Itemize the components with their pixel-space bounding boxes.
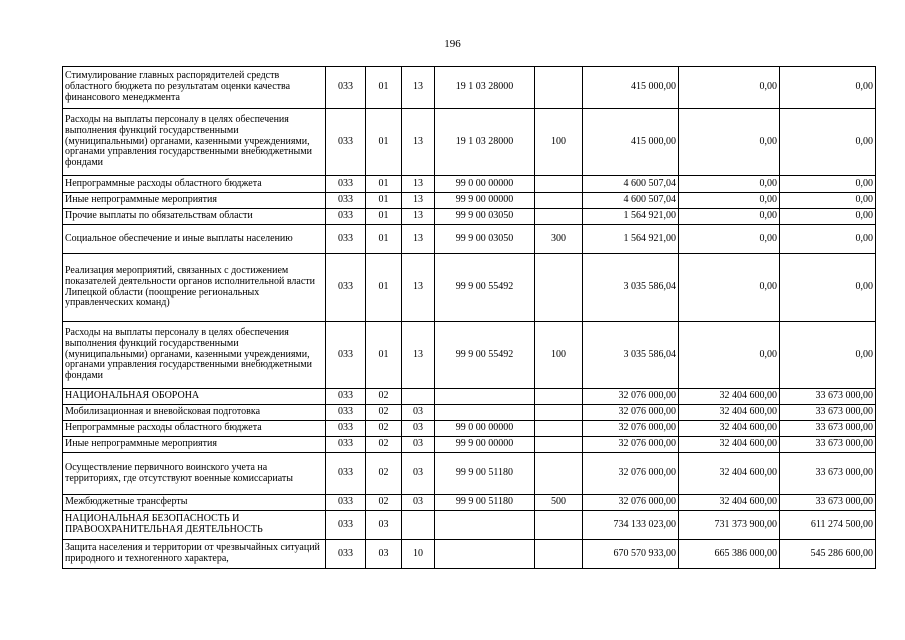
cell-csr [435,405,535,421]
cell-csr: 99 9 00 51180 [435,495,535,511]
cell-sum3: 33 673 000,00 [780,453,876,495]
cell-sum3: 611 274 500,00 [780,511,876,540]
cell-ved: 033 [326,495,366,511]
cell-sum2: 665 386 000,00 [679,540,780,569]
cell-name: Непрограммные расходы областного бюджета [63,176,326,193]
cell-rz: 03 [366,540,402,569]
cell-sum1: 32 076 000,00 [583,421,679,437]
cell-vr [535,421,583,437]
cell-sum3: 0,00 [780,193,876,209]
cell-sum2: 0,00 [679,193,780,209]
cell-pr: 03 [402,437,435,453]
cell-pr [402,511,435,540]
cell-pr [402,389,435,405]
cell-name: Защита населения и территории от чрезвычайных ситуаций природного и техногенного характера, [63,540,326,569]
cell-sum3: 0,00 [780,67,876,109]
cell-vr [535,176,583,193]
cell-name: Стимулирование главных распорядителей средств областного бюджета по результатам оценки качества финансового менеджмента [63,67,326,109]
cell-csr: 99 0 00 00000 [435,421,535,437]
cell-ved: 033 [326,540,366,569]
cell-pr: 13 [402,209,435,225]
cell-vr: 300 [535,225,583,254]
cell-name: Межбюджетные трансферты [63,495,326,511]
cell-sum2: 32 404 600,00 [679,405,780,421]
cell-sum3: 0,00 [780,254,876,322]
cell-vr: 100 [535,322,583,389]
cell-pr: 13 [402,193,435,209]
cell-csr: 99 9 00 51180 [435,453,535,495]
cell-pr: 13 [402,109,435,176]
cell-sum2: 0,00 [679,322,780,389]
cell-rz: 01 [366,193,402,209]
table-row [63,540,876,569]
cell-rz: 01 [366,109,402,176]
cell-sum1: 4 600 507,04 [583,176,679,193]
table-row [63,421,876,437]
cell-rz: 01 [366,67,402,109]
cell-name: Осуществление первичного воинского учета на территориях, где отсутствуют военные комиссариаты [63,453,326,495]
cell-rz: 01 [366,225,402,254]
cell-vr: 100 [535,109,583,176]
cell-sum2: 0,00 [679,225,780,254]
cell-sum3: 0,00 [780,176,876,193]
cell-name: Расходы на выплаты персоналу в целях обеспечения выполнения функций государственными (муниципальными) органами, казенными учреждениями, органами управления государственными внебюджетными фондами [63,109,326,176]
page-number: 196 [444,38,461,50]
table-row [63,209,876,225]
cell-ved: 033 [326,421,366,437]
cell-sum3: 33 673 000,00 [780,437,876,453]
cell-sum1: 32 076 000,00 [583,495,679,511]
cell-sum2: 0,00 [679,67,780,109]
cell-name: Прочие выплаты по обязательствам области [63,209,326,225]
cell-name: Иные непрограммные мероприятия [63,437,326,453]
cell-name: Непрограммные расходы областного бюджета [63,421,326,437]
budget-table [62,66,876,569]
table-row [63,109,876,176]
cell-ved: 033 [326,209,366,225]
table-row [63,254,876,322]
cell-name: НАЦИОНАЛЬНАЯ БЕЗОПАСНОСТЬ И ПРАВООХРАНИТЕЛЬНАЯ ДЕЯТЕЛЬНОСТЬ [63,511,326,540]
cell-pr: 03 [402,453,435,495]
table-row [63,389,876,405]
cell-sum2: 0,00 [679,176,780,193]
cell-csr [435,540,535,569]
cell-rz: 01 [366,254,402,322]
cell-rz: 02 [366,453,402,495]
cell-csr: 99 0 00 00000 [435,176,535,193]
cell-sum1: 32 076 000,00 [583,453,679,495]
cell-sum2: 0,00 [679,254,780,322]
cell-sum1: 1 564 921,00 [583,209,679,225]
cell-ved: 033 [326,254,366,322]
cell-sum1: 1 564 921,00 [583,225,679,254]
cell-rz: 01 [366,322,402,389]
cell-csr [435,389,535,405]
table-row [63,511,876,540]
cell-ved: 033 [326,511,366,540]
cell-pr: 03 [402,421,435,437]
cell-pr: 13 [402,225,435,254]
cell-rz: 03 [366,511,402,540]
cell-ved: 033 [326,67,366,109]
cell-sum1: 415 000,00 [583,67,679,109]
cell-vr [535,209,583,225]
cell-sum2: 32 404 600,00 [679,495,780,511]
cell-sum1: 32 076 000,00 [583,405,679,421]
cell-sum1: 3 035 586,04 [583,322,679,389]
cell-sum1: 415 000,00 [583,109,679,176]
cell-sum2: 32 404 600,00 [679,453,780,495]
cell-sum1: 32 076 000,00 [583,389,679,405]
cell-sum3: 33 673 000,00 [780,421,876,437]
cell-sum3: 0,00 [780,225,876,254]
cell-pr: 03 [402,405,435,421]
cell-vr [535,389,583,405]
cell-sum3: 33 673 000,00 [780,405,876,421]
cell-vr [535,437,583,453]
table-row [63,193,876,209]
cell-ved: 033 [326,437,366,453]
cell-rz: 02 [366,495,402,511]
cell-vr [535,511,583,540]
cell-rz: 01 [366,176,402,193]
table-row [63,67,876,109]
table-row [63,453,876,495]
cell-pr: 13 [402,176,435,193]
cell-ved: 033 [326,176,366,193]
cell-sum3: 0,00 [780,209,876,225]
cell-vr [535,540,583,569]
cell-pr: 13 [402,322,435,389]
cell-ved: 033 [326,389,366,405]
cell-sum3: 545 286 600,00 [780,540,876,569]
cell-csr [435,511,535,540]
table-row [63,176,876,193]
cell-vr: 500 [535,495,583,511]
table-row [63,405,876,421]
cell-sum1: 3 035 586,04 [583,254,679,322]
cell-pr: 13 [402,67,435,109]
cell-vr [535,67,583,109]
cell-ved: 033 [326,322,366,389]
cell-csr: 99 9 00 00000 [435,437,535,453]
cell-pr: 03 [402,495,435,511]
cell-sum1: 670 570 933,00 [583,540,679,569]
cell-sum2: 32 404 600,00 [679,421,780,437]
cell-name: Расходы на выплаты персоналу в целях обеспечения выполнения функций государственными (муниципальными) органами, казенными учреждениями, органами управления государственными внебюджетными фондами [63,322,326,389]
cell-name: НАЦИОНАЛЬНАЯ ОБОРОНА [63,389,326,405]
cell-pr: 13 [402,254,435,322]
table-body [63,67,876,569]
cell-sum2: 0,00 [679,109,780,176]
cell-csr: 99 9 00 55492 [435,322,535,389]
cell-ved: 033 [326,109,366,176]
cell-sum1: 32 076 000,00 [583,437,679,453]
cell-sum2: 32 404 600,00 [679,389,780,405]
cell-csr: 19 1 03 28000 [435,67,535,109]
cell-vr [535,254,583,322]
cell-csr: 99 9 00 55492 [435,254,535,322]
cell-csr: 99 9 00 03050 [435,209,535,225]
cell-name: Иные непрограммные мероприятия [63,193,326,209]
cell-rz: 01 [366,209,402,225]
cell-rz: 02 [366,389,402,405]
table-row [63,322,876,389]
table-row [63,225,876,254]
cell-sum2: 0,00 [679,209,780,225]
cell-csr: 99 9 00 00000 [435,193,535,209]
cell-ved: 033 [326,225,366,254]
cell-name: Мобилизационная и вневойсковая подготовка [63,405,326,421]
table-row [63,437,876,453]
cell-name: Реализация мероприятий, связанных с достижением показателей деятельности органов исполнительной власти Липецкой области (поощрение региональных управленческих команд) [63,254,326,322]
cell-name: Социальное обеспечение и иные выплаты населению [63,225,326,254]
cell-ved: 033 [326,193,366,209]
cell-sum3: 33 673 000,00 [780,495,876,511]
cell-rz: 02 [366,437,402,453]
cell-pr: 10 [402,540,435,569]
cell-sum1: 4 600 507,04 [583,193,679,209]
cell-sum1: 734 133 023,00 [583,511,679,540]
cell-vr [535,453,583,495]
cell-vr [535,193,583,209]
cell-sum2: 731 373 900,00 [679,511,780,540]
cell-vr [535,405,583,421]
cell-csr: 99 9 00 03050 [435,225,535,254]
cell-rz: 02 [366,421,402,437]
cell-sum3: 0,00 [780,322,876,389]
table-row [63,495,876,511]
cell-csr: 19 1 03 28000 [435,109,535,176]
cell-rz: 02 [366,405,402,421]
cell-ved: 033 [326,405,366,421]
cell-sum2: 32 404 600,00 [679,437,780,453]
cell-ved: 033 [326,453,366,495]
cell-sum3: 0,00 [780,109,876,176]
cell-sum3: 33 673 000,00 [780,389,876,405]
